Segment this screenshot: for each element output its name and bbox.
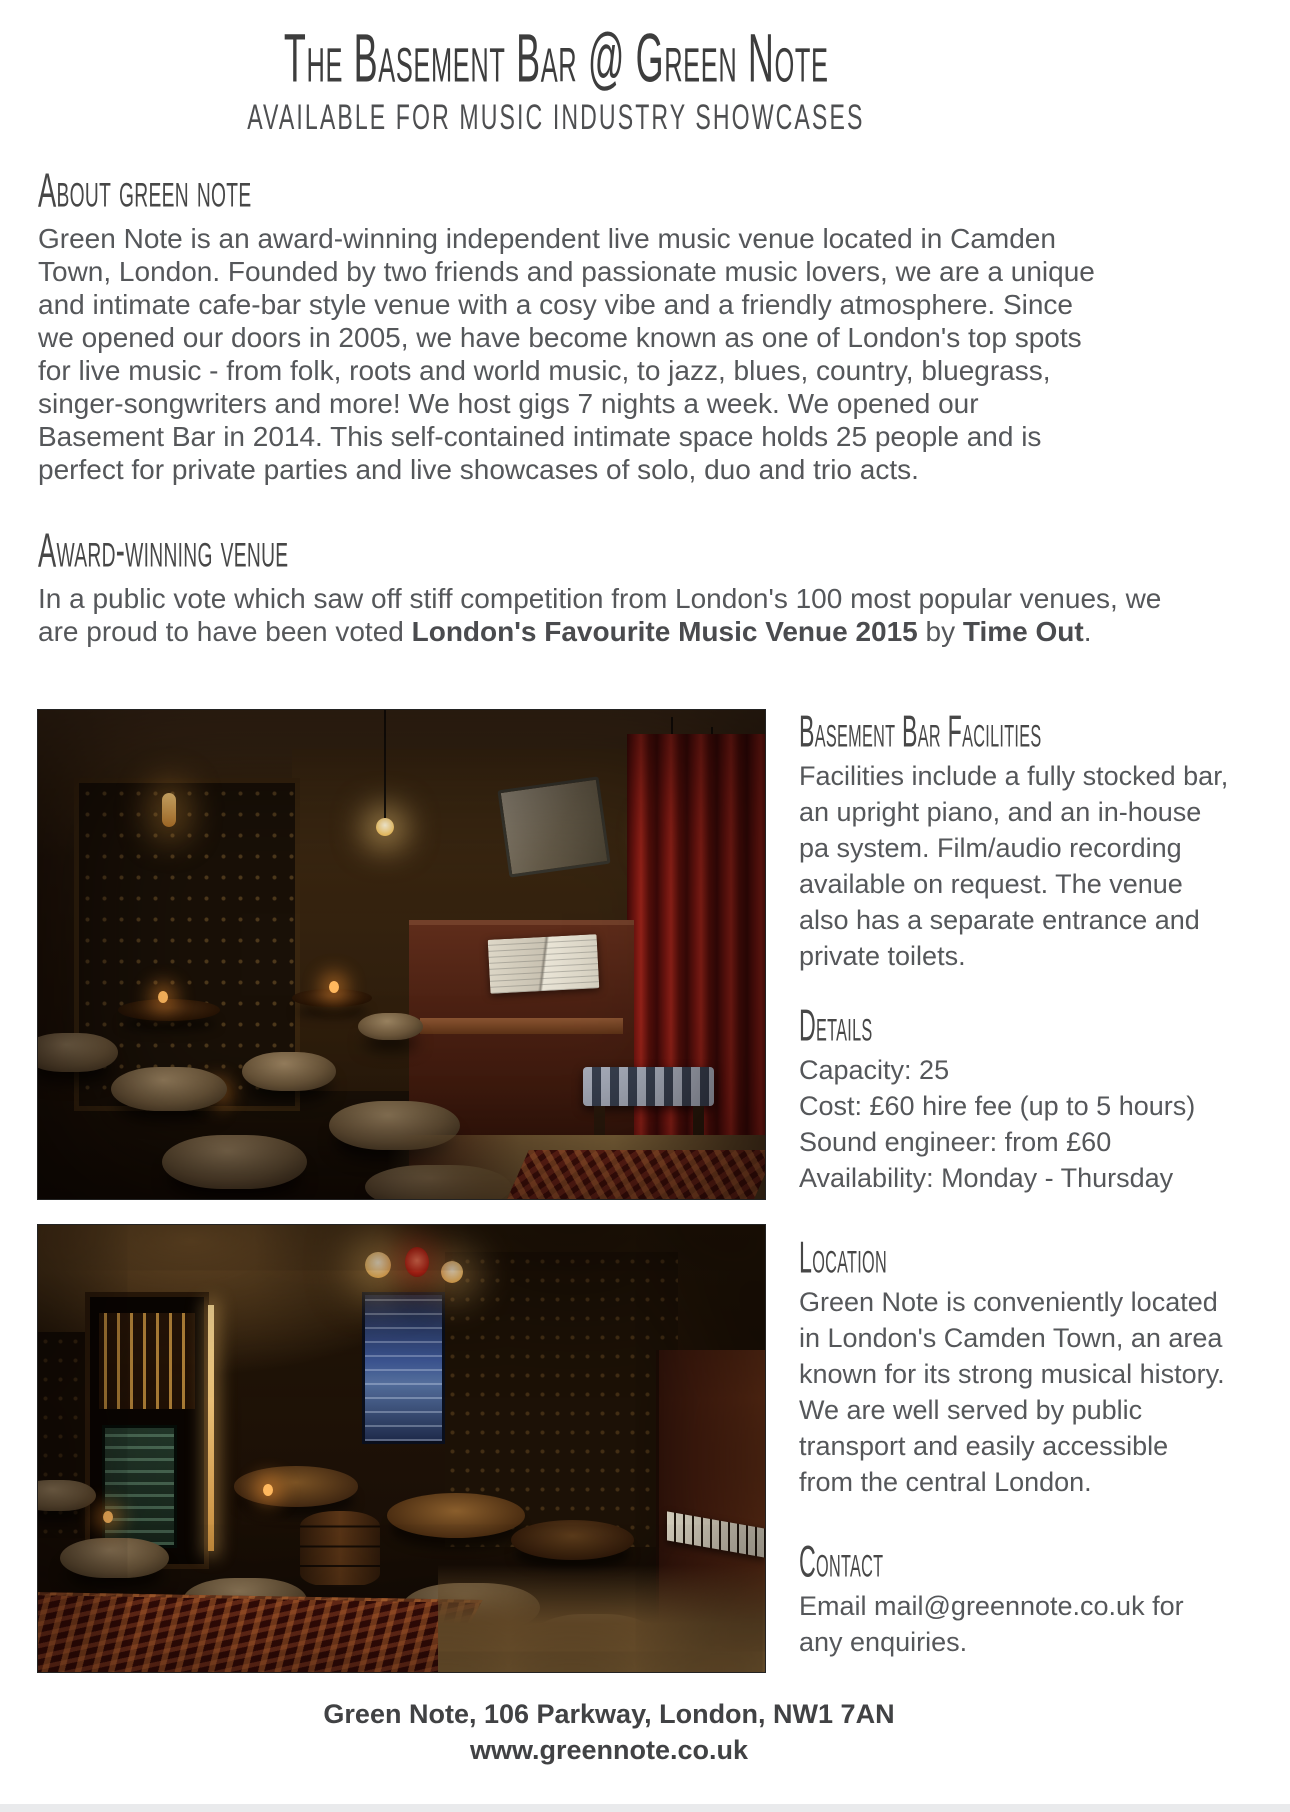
footer-website: www.greennote.co.uk	[469, 1735, 749, 1765]
photo-column	[38, 710, 765, 1672]
page-title-text: The Basement Bar @ Green Note	[283, 20, 829, 97]
section-about	[38, 163, 1290, 486]
award-timeout-bold: Time Out	[962, 616, 1084, 647]
award-title-bold: London's Favourite Music Venue 2015	[411, 616, 918, 647]
detail-sound-engineer: Sound engineer: from £60	[799, 1127, 1112, 1157]
detail-capacity: Capacity: 25	[799, 1055, 950, 1085]
contact-paragraph: Email mail@greennote.co.uk for any enquiries.	[799, 1591, 1184, 1657]
award-heading: Award-winning venue	[38, 523, 289, 578]
award-text: In a public vote which saw off stiff competition from London's 100 most popular venues, we are proud to have been voted	[38, 583, 1162, 647]
facilities-paragraph: Facilities include a fully stocked bar, an upright piano, and an in-house pa system. Film/audio recording available on request. The venue also has a separate entrance and private toilets.	[799, 761, 1229, 971]
page-bottom-edge	[0, 1804, 1290, 1812]
award-paragraph	[38, 582, 1188, 648]
page-subtitle	[38, 96, 1074, 138]
award-text-mid: by	[917, 616, 963, 647]
details-heading: Details	[799, 1001, 873, 1051]
section-details	[799, 1001, 1239, 1196]
section-award	[38, 523, 1290, 648]
facilities-heading: Basement Bar Facilities	[799, 707, 1042, 757]
about-paragraph: Green Note is an award-winning independent live music venue located in Camden Town, London. Founded by two friends and passionate music lovers, we are a unique and intimate cafe-bar style venue with a cosy vibe and a friendly atmosphere. Since we opened our doors in 2005, we have become known as one of London's top spots for live music - from folk, roots and world music, to jazz, blues, country, bluegrass, singer-songwriters and more! We host gigs 7 nights a week. We opened our Basement Bar in 2014. This self-contained intimate space holds 25 people and is perfect for private parties and live showcases of solo, duo and trio acts.	[38, 223, 1095, 485]
photo-vignette	[38, 1225, 765, 1672]
contact-heading: Contact	[799, 1537, 884, 1587]
photo-basement-bar-room	[38, 1225, 765, 1672]
footer	[38, 1696, 1142, 1768]
page-subtitle-text: AVAILABLE FOR MUSIC INDUSTRY SHOWCASES	[247, 96, 865, 137]
two-column-area	[38, 707, 1290, 1672]
detail-cost: Cost: £60 hire fee (up to 5 hours)	[799, 1091, 1196, 1121]
about-heading: About green note	[38, 163, 252, 218]
main-content	[0, 163, 1290, 1768]
award-text-end: .	[1083, 616, 1092, 647]
photo-basement-piano-room	[38, 710, 765, 1199]
detail-availability: Availability: Monday - Thursday	[799, 1163, 1174, 1193]
footer-address: Green Note, 106 Parkway, London, NW1 7AN	[323, 1699, 895, 1729]
photo-vignette	[38, 710, 765, 1199]
page-title	[38, 22, 1074, 96]
info-column	[799, 707, 1239, 1672]
location-heading: Location	[799, 1233, 888, 1283]
section-location	[799, 1233, 1239, 1500]
location-paragraph: Green Note is conveniently located in London's Camden Town, an area known for its strong musical history. We are well served by public transport and easily accessible from the central London.	[799, 1287, 1225, 1497]
section-facilities	[799, 707, 1239, 974]
header	[0, 0, 1074, 138]
section-contact	[799, 1537, 1239, 1660]
